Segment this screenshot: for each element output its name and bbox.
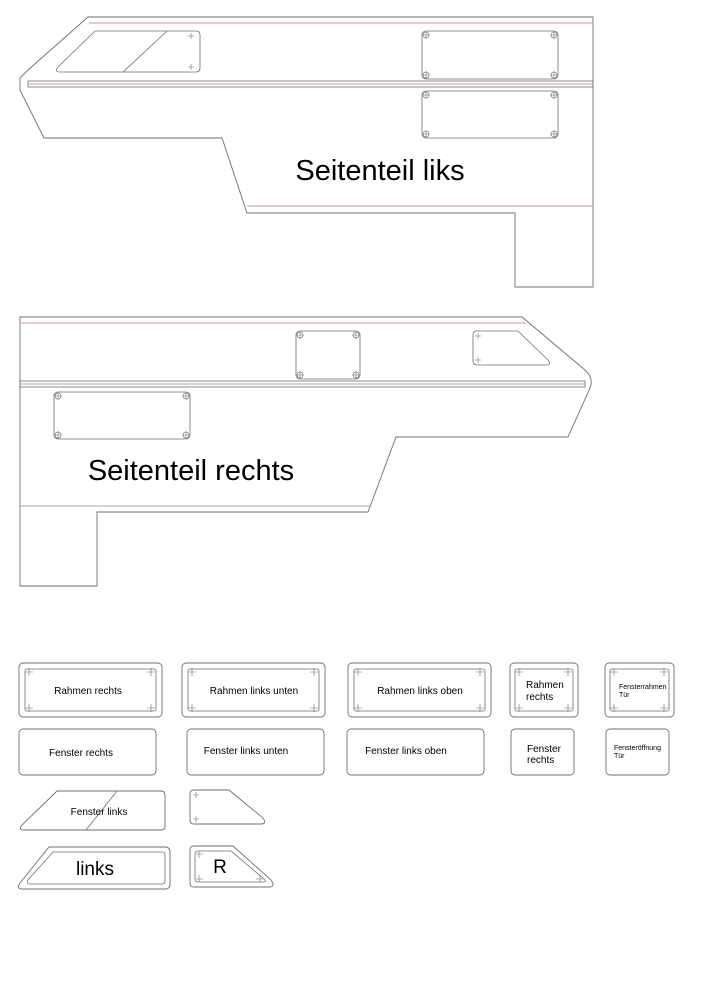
part-label: Fenster rechts — [49, 748, 113, 759]
part-label: Rahmen links unten — [209, 686, 299, 697]
panel-right-title: Seitenteil rechts — [87, 455, 295, 487]
part-label: R — [213, 857, 227, 878]
part-label: links — [75, 859, 115, 880]
part-label: Rahmen links oben — [377, 686, 463, 697]
part-label-line2: Tür — [619, 692, 630, 699]
part-label-line1: Rahmen — [526, 680, 564, 691]
part-label-line1: Fensteröffnung — [614, 745, 661, 752]
panel-left-title: Seitenteil liks — [295, 155, 465, 187]
part-label: Rahmen rechts — [54, 686, 122, 697]
part-label-line1: Fenster — [527, 744, 561, 755]
part-label-line2: rechts — [526, 692, 554, 703]
part-label: Fenster links — [70, 807, 128, 818]
part-label: Fenster links unten — [203, 746, 289, 757]
part-label-line2: Tür — [614, 753, 625, 760]
part-label: Fenster links oben — [365, 746, 447, 757]
part-label-line1: Fensterrahmen — [619, 684, 667, 691]
part-label-line2: rechts — [527, 755, 555, 766]
